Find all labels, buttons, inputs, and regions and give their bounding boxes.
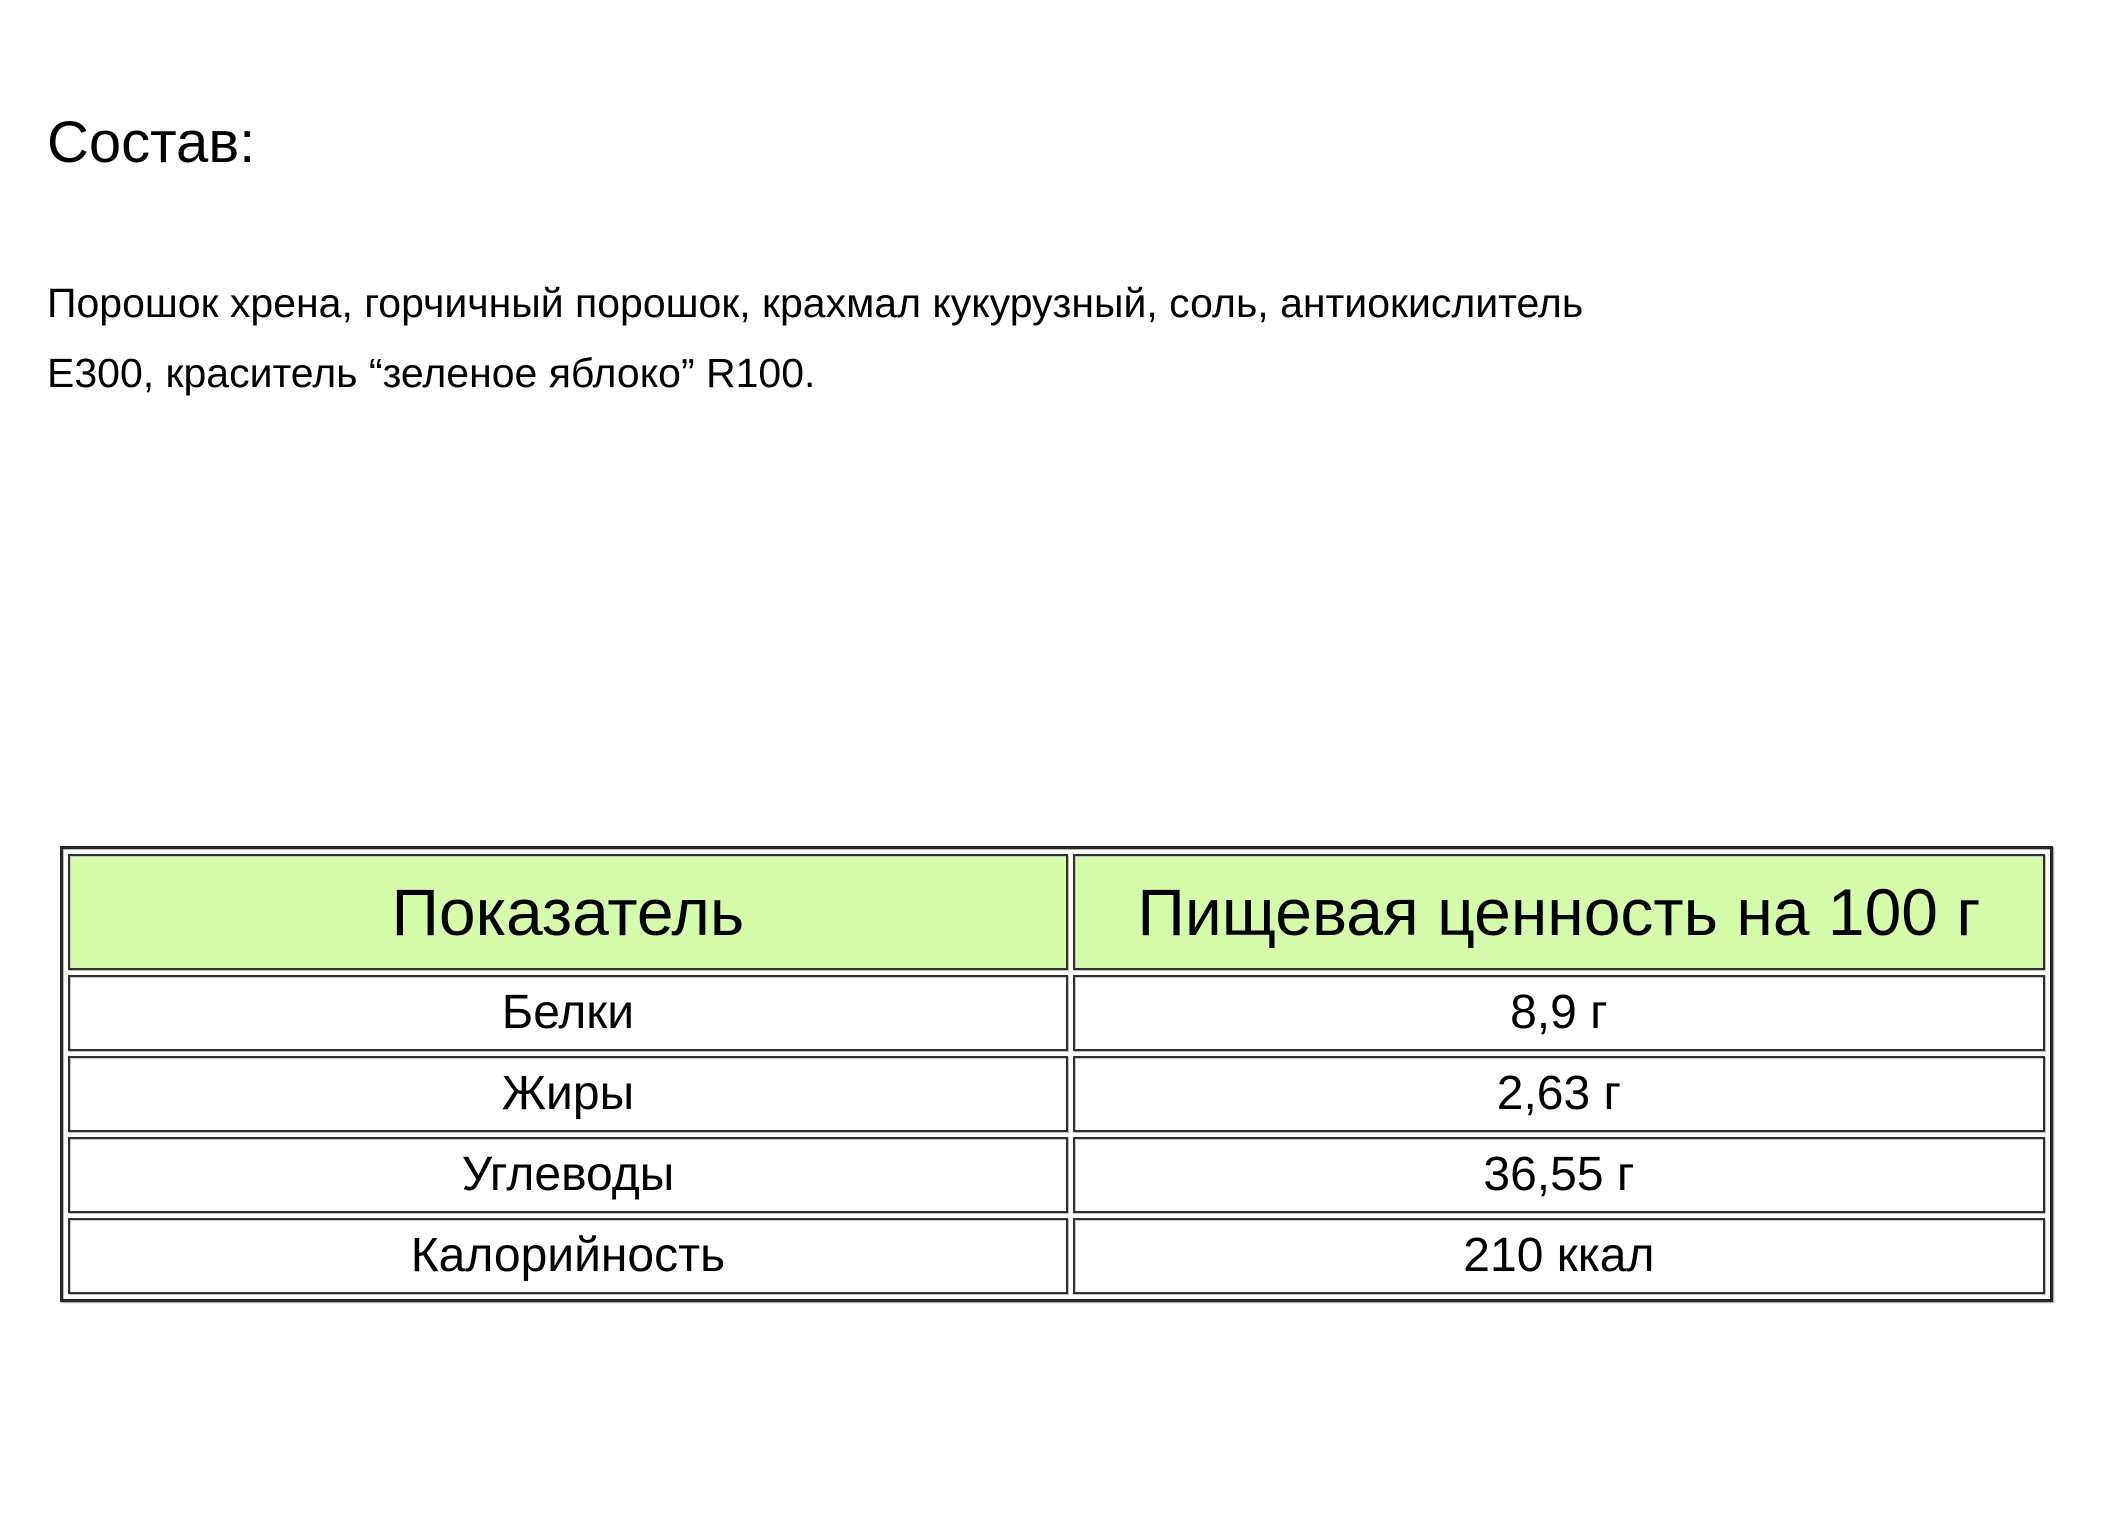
page-title: Состав:: [47, 110, 256, 175]
row-value: 8,9 г: [1073, 975, 2045, 1051]
ingredients-paragraph: Порошок хрена, горчичный порошок, крахмал кукурузный, соль, антиокислитель Е300, краситель “зеленое яблоко” R100.: [47, 279, 1584, 396]
row-label: Жиры: [68, 1056, 1068, 1132]
header-cell-nutrition-value: Пищевая ценность на 100 г: [1073, 854, 2045, 970]
row-label: Белки: [68, 975, 1068, 1051]
header-cell-indicator: Показатель: [68, 854, 1068, 970]
row-value: 2,63 г: [1073, 1056, 2045, 1132]
row-value: 210 ккал: [1073, 1218, 2045, 1294]
table-header-row: [68, 854, 2045, 970]
table-row-fats: [68, 1056, 2045, 1132]
row-value: 36,55 г: [1073, 1137, 2045, 1213]
table-row-carbohydrates: [68, 1137, 2045, 1213]
nutrition-table: [60, 846, 2053, 1302]
row-label: Углеводы: [68, 1137, 1068, 1213]
nutrition-table-wrap: [60, 846, 2072, 1302]
table-row-proteins: [68, 975, 2045, 1051]
table-row-calories: [68, 1218, 2045, 1294]
row-label: Калорийность: [68, 1218, 1068, 1294]
